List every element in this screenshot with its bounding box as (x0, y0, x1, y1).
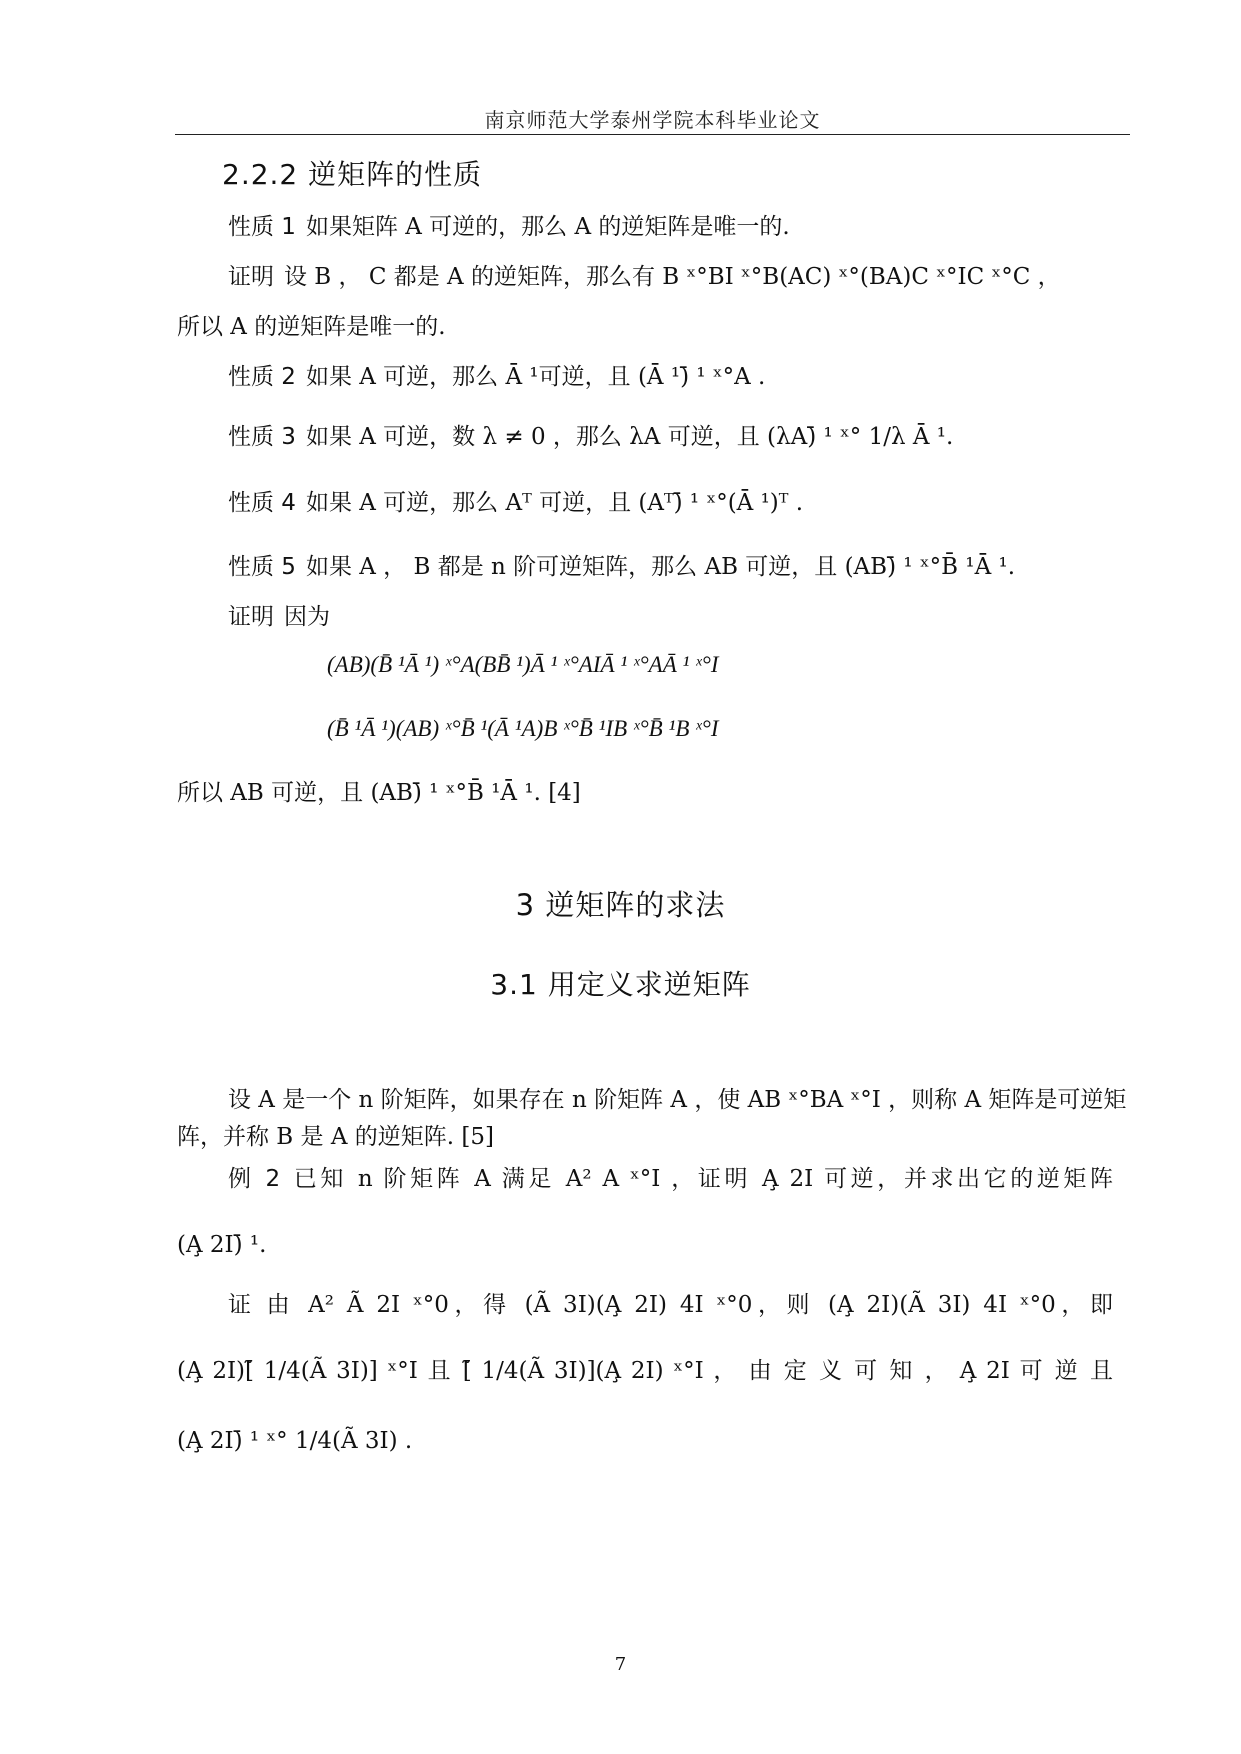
property-4 (228, 488, 803, 518)
property-1 (228, 212, 790, 242)
example-label: 例 2 (228, 1166, 281, 1192)
property-2 (228, 362, 765, 392)
proof-5-conclusion: 所以 AB 可逆，且 (AB)̄ ¹ ˣ°B̄ ¹Ā ¹. [4] (177, 780, 581, 806)
equation-1: (AB)(B̄ ¹Ā ¹) ˣ°A(BB̄ ¹)Ā ¹ ˣ°AIĀ ¹ ˣ°AĀ ¹ ˣ°I (327, 652, 719, 677)
equation-2: (B̄ ¹Ā ¹)(AB) ˣ°B̄ ¹(Ā ¹A)B ˣ°B̄ ¹IB ˣ°B̄ ¹B ˣ°I (327, 716, 719, 741)
header-rule (175, 134, 1130, 135)
proof-text: 由 A² Ã 2I ˣ°0，得 (Ã 3I)(A̧ 2I) 4I ˣ°0，则 (A̧ 2I)(Ã 3I) 4I ˣ°0，即 (266, 1292, 1114, 1318)
property-text: 如果 A 可逆，那么 Aᵀ 可逆，且 (Aᵀ)̄ ¹ ˣ°(Ā ¹)ᵀ . (305, 490, 804, 516)
example-proof-line-1 (228, 1290, 1113, 1320)
proof-label: 证明 (228, 604, 274, 630)
page-number: 7 (614, 1654, 627, 1675)
property-label: 性质 5 (228, 554, 296, 580)
property-label: 性质 4 (228, 490, 296, 516)
example-text: 已知 n 阶矩阵 A 满足 A² A ˣ°I ，证明 A̧ 2I 可逆，并求出它的逆矩阵 (290, 1166, 1113, 1192)
running-header: 南京师范大学泰州学院本科毕业论文 (484, 108, 821, 132)
proof-text: 设 B ， C 都是 A 的逆矩阵，那么有 B ˣ°BI ˣ°B(AC) ˣ°(BA)C ˣ°IC ˣ°C ， (284, 264, 1061, 290)
property-text: 如果 A 可逆，数 λ ≠ 0 ，那么 λA 可逆，且 (λA)̄ ¹ ˣ° 1/λ Ā ¹. (305, 424, 954, 450)
example-proof-line-3: (A̧ 2I)̄ ¹ ˣ° 1/4(Ã 3I) . (177, 1428, 413, 1454)
example-2-line-2: (A̧ 2I)̄ ¹. (177, 1232, 267, 1258)
property-text: 如果 A 可逆，那么 Ā ¹可逆，且 (Ā ¹)̄ ¹ ˣ°A . (305, 364, 766, 390)
proof-label: 证明 (228, 264, 274, 290)
section-title-3: 3 逆矩阵的求法 (515, 888, 726, 922)
example-2-line-1 (228, 1164, 1113, 1194)
proof-1-line-2: 所以 A 的逆矩阵是唯一的. (177, 314, 446, 340)
property-text: 如果矩阵 A 可逆的，那么 A 的逆矩阵是唯一的. (305, 214, 790, 240)
proof-text: 因为 (284, 604, 330, 630)
proof-5-intro (228, 602, 330, 632)
property-5 (228, 552, 1015, 582)
definition-line-2: 阵，并称 B 是 A 的逆矩阵. [5] (177, 1124, 494, 1150)
proof-label: 证 (228, 1292, 257, 1318)
property-label: 性质 3 (228, 424, 296, 450)
subsection-title-2-2-2: 2.2.2 逆矩阵的性质 (222, 158, 483, 191)
property-text: 如果 A ， B 都是 n 阶可逆矩阵，那么 AB 可逆，且 (AB)̄ ¹ ˣ°B̄ ¹Ā ¹. (305, 554, 1016, 580)
property-3 (228, 422, 953, 452)
definition-line-1: 设 A 是一个 n 阶矩阵，如果存在 n 阶矩阵 A ，使 AB ˣ°BA ˣ°I ，则称 A 矩阵是可逆矩 (228, 1087, 1127, 1113)
example-proof-line-2: (A̧ 2I)[̃ 1/4(Ã 3I)] ˣ°I 且 [̃ 1/4(Ã 3I)](A̧ 2I) ˣ°I ， 由 定 义 可 知 ， A̧ 2I 可 逆 且 (177, 1358, 1113, 1384)
proof-1-line-1 (228, 262, 1061, 292)
property-label: 性质 2 (228, 364, 296, 390)
subsection-title-3-1: 3.1 用定义求逆矩阵 (490, 968, 751, 1001)
property-label: 性质 1 (228, 214, 296, 240)
